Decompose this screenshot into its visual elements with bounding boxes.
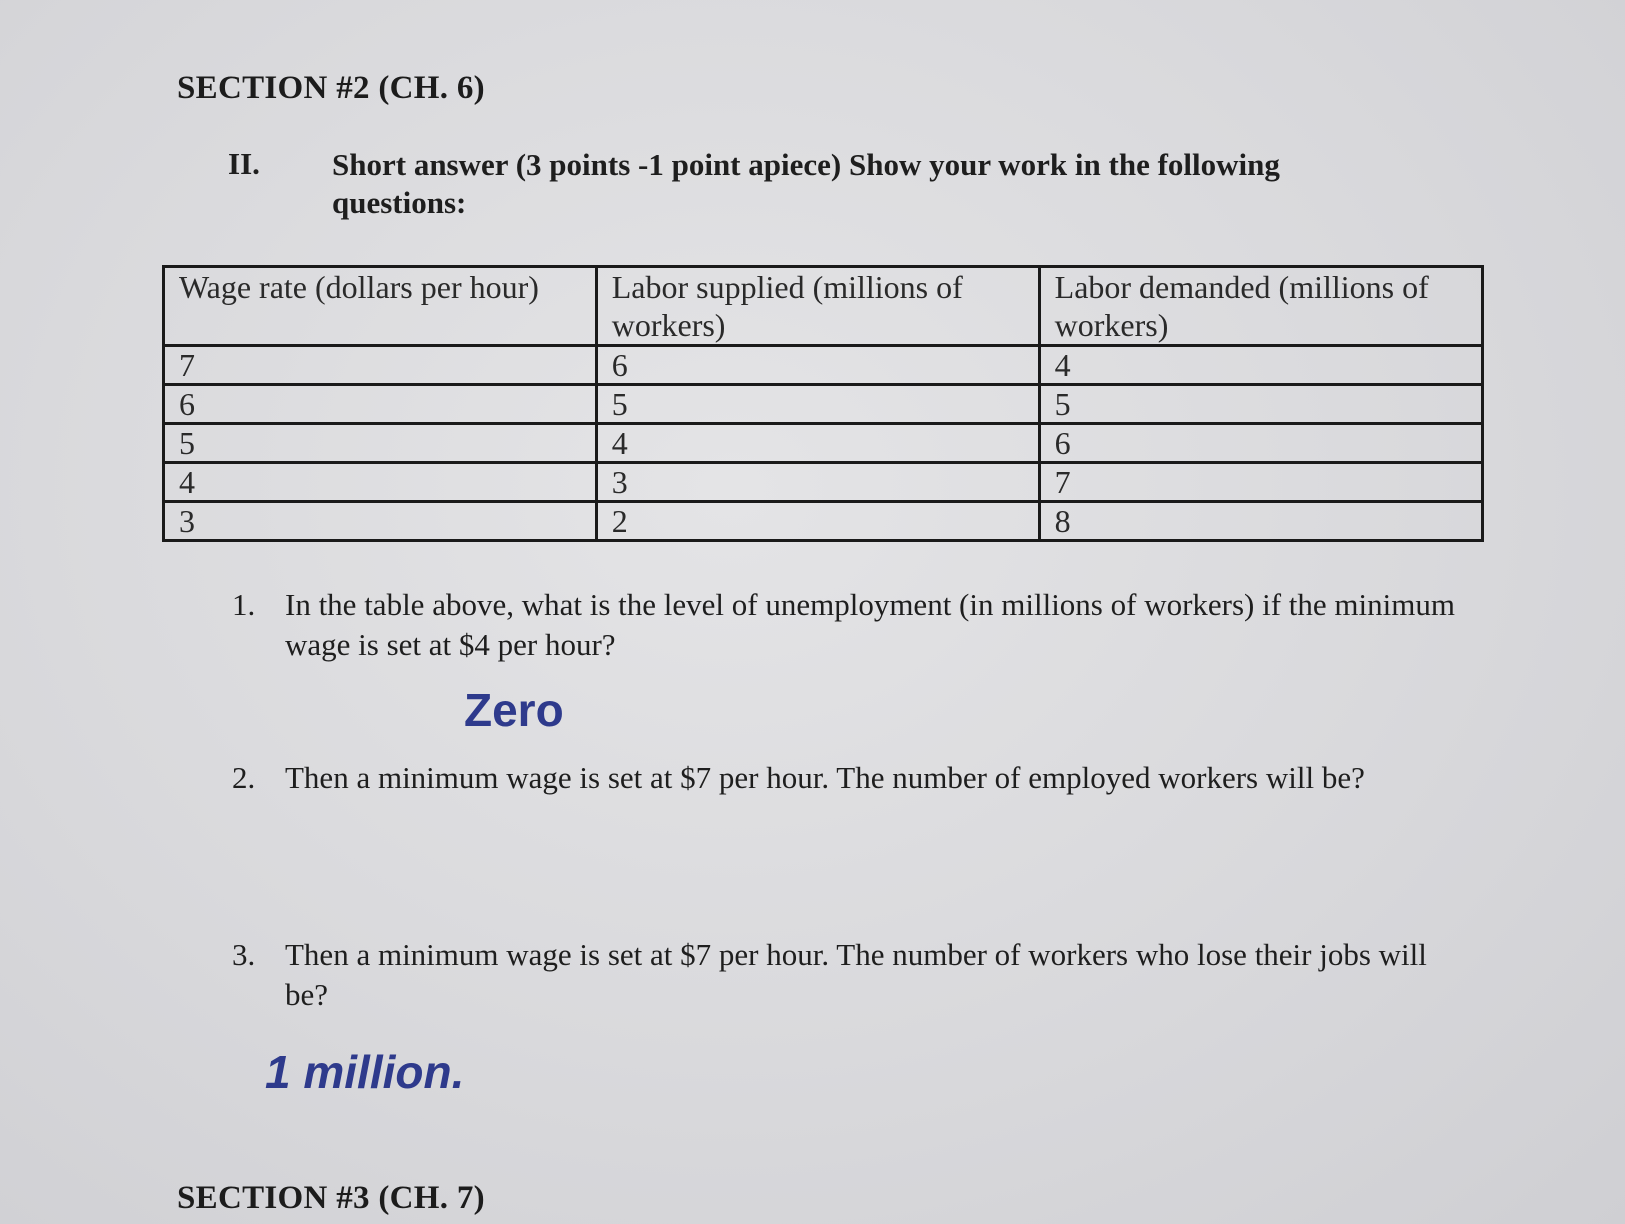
table-row: [164, 385, 1483, 424]
cell-supplied: 3: [596, 463, 1039, 502]
labor-market-table: [162, 265, 1484, 542]
table-header-row: [164, 267, 1483, 346]
question-2: [232, 758, 1472, 798]
section-2-heading: SECTION #2 (CH. 6): [177, 70, 485, 106]
question-text: In the table above, what is the level of unemployment (in millions of workers) if the minimum wage is set at $4 per hour?: [285, 587, 1455, 662]
cell-wage: 4: [164, 463, 597, 502]
answer-3-handwritten: 1 million.: [265, 1046, 465, 1098]
part-roman-numeral: II.: [228, 146, 260, 181]
cell-wage: 3: [164, 502, 597, 541]
cell-wage: 6: [164, 385, 597, 424]
question-number: 1.: [232, 587, 256, 622]
question-number: 2.: [232, 760, 256, 795]
question-3: [232, 935, 1472, 1015]
answer-1-handwritten: Zero: [464, 684, 564, 736]
cell-demanded: 6: [1039, 424, 1482, 463]
cell-supplied: 6: [596, 346, 1039, 385]
table-row: [164, 346, 1483, 385]
cell-demanded: 7: [1039, 463, 1482, 502]
cell-supplied: 2: [596, 502, 1039, 541]
table-row: [164, 463, 1483, 502]
header-wage-rate: Wage rate (dollars per hour): [164, 267, 597, 346]
cell-wage: 5: [164, 424, 597, 463]
question-text: Then a minimum wage is set at $7 per hour. The number of workers who lose their jobs will be?: [285, 937, 1427, 1012]
cell-demanded: 5: [1039, 385, 1482, 424]
table-row: [164, 424, 1483, 463]
cell-supplied: 5: [596, 385, 1039, 424]
part-instructions: Short answer (3 points -1 point apiece) Show your work in the following questions:: [332, 147, 1280, 220]
section-3-heading: SECTION #3 (CH. 7): [177, 1180, 485, 1216]
table-row: [164, 502, 1483, 541]
cell-demanded: 8: [1039, 502, 1482, 541]
question-1: [232, 585, 1472, 665]
header-labor-supplied: Labor supplied (millions of workers): [596, 267, 1039, 346]
cell-supplied: 4: [596, 424, 1039, 463]
header-labor-demanded: Labor demanded (millions of workers): [1039, 267, 1482, 346]
question-text: Then a minimum wage is set at $7 per hour. The number of employed workers will be?: [285, 760, 1365, 795]
cell-demanded: 4: [1039, 346, 1482, 385]
cell-wage: 7: [164, 346, 597, 385]
question-number: 3.: [232, 937, 256, 972]
